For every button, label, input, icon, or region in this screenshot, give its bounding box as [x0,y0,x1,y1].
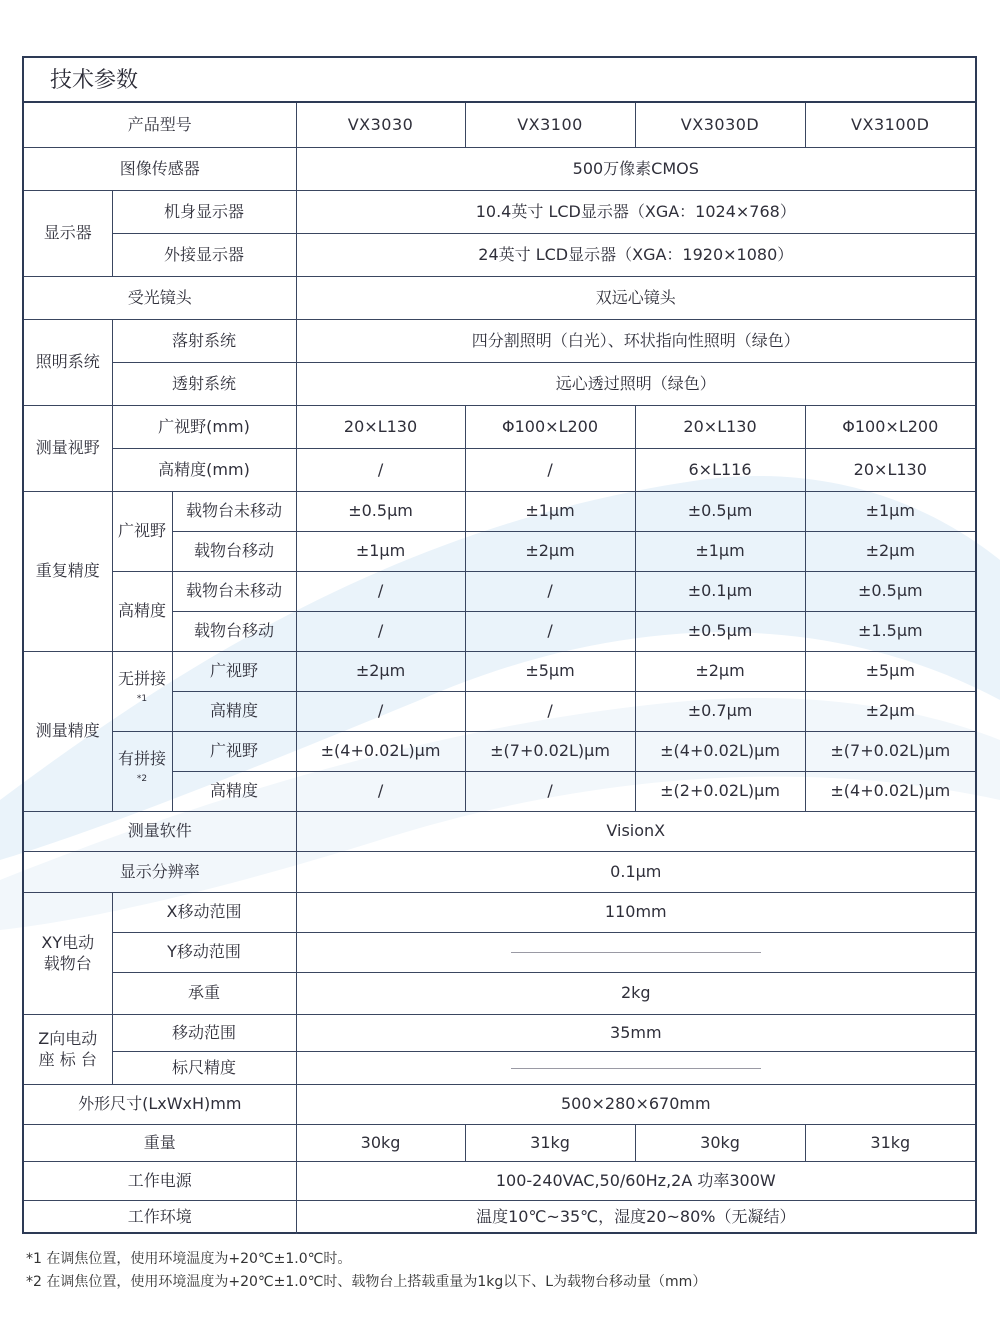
repeat-value: ±1μm [635,531,805,571]
fov-wide-value: Φ100×L200 [465,405,635,448]
table-row [24,892,975,932]
x-range-value: 110mm [296,892,975,932]
display-group-label: 显示器 [24,190,112,276]
repeat-high-moving-label: 载物台移动 [172,611,296,651]
weight-value: 30kg [296,1124,465,1161]
footnotes [26,1248,976,1294]
fov-wide-label: 广视野(mm) [112,405,296,448]
repeat-wide-fixed-label: 载物台未移动 [172,491,296,531]
resolution-label: 显示分辨率 [24,851,296,892]
repeat-value: ±1μm [465,491,635,531]
footnote-2: *2 在调焦位置，使用环境温度为+20℃±1.0℃时、载物台上搭载重量为1kg以下、L为载物台移动量（mm） [26,1274,707,1290]
repeat-value: ±0.5μm [635,491,805,531]
accuracy-nostitch-label: 无拼接$^{*1}$ [112,651,172,731]
accuracy-group-label: 测量精度 [24,651,112,811]
fov-high-label: 高精度(mm) [112,448,296,491]
table-row [24,276,975,319]
z-stage-group-label: Z向电动 座 标 台 [24,1014,112,1084]
model-vx3030: VX3030 [296,103,465,147]
table-row [24,1161,975,1200]
trans-illumination-value: 远心透过照明（绿色） [296,362,975,405]
repeat-value: ±0.5μm [805,571,975,611]
dimensions-label: 外形尺寸(LxWxH)mm [24,1084,296,1124]
model-header-label: 产品型号 [24,103,296,147]
scale-accuracy-label: 标尺精度 [112,1051,296,1084]
table-row [24,972,975,1014]
dimensions-value: 500×280×670mm [296,1084,975,1124]
table-row [24,147,975,190]
spec-table-frame [22,56,977,1234]
table-row [24,1200,975,1234]
table-row [24,362,975,405]
accuracy-value: ±(4+0.02L)μm [805,771,975,811]
table-row [24,1124,975,1161]
repeat-value: ±2μm [805,531,975,571]
accuracy-value: ±5μm [805,651,975,691]
sensor-value: 500万像素CMOS [296,147,975,190]
repeat-value: / [296,571,465,611]
table-row [24,651,975,691]
external-display-value: 24英寸 LCD显示器（XGA：1920×1080） [296,233,975,276]
y-range-label: Y移动范围 [112,932,296,972]
table-row [24,1014,975,1051]
y-range-value-line [296,932,975,972]
accuracy-value: / [296,771,465,811]
lens-label: 受光镜头 [24,276,296,319]
model-vx3100: VX3100 [465,103,635,147]
table-row [24,1051,975,1084]
repeat-value: ±1μm [296,531,465,571]
accuracy-value: / [465,691,635,731]
repeat-value: ±0.5μm [635,611,805,651]
accuracy-value: / [465,771,635,811]
repeat-value: ±1.5μm [805,611,975,651]
repeatability-group-label: 重复精度 [24,491,112,651]
repeat-value: ±0.5μm [296,491,465,531]
load-label: 承重 [112,972,296,1014]
resolution-value: 0.1μm [296,851,975,892]
load-value: 2kg [296,972,975,1014]
fov-wide-value: 20×L130 [296,405,465,448]
accuracy-nostitch-wide-label: 广视野 [172,651,296,691]
weight-value: 30kg [635,1124,805,1161]
repeat-wide-label: 广视野 [112,491,172,571]
table-row [24,851,975,892]
table-row [24,448,975,491]
accuracy-value: ±5μm [465,651,635,691]
weight-value: 31kg [465,1124,635,1161]
repeat-value: ±2μm [465,531,635,571]
repeat-high-label: 高精度 [112,571,172,651]
software-label: 测量软件 [24,811,296,851]
table-row [24,731,975,771]
table-row [24,190,975,233]
table-row [24,571,975,611]
z-range-label: 移动范围 [112,1014,296,1051]
accuracy-value: ±(4+0.02L)μm [296,731,465,771]
section-title: 技术参数 [24,58,975,103]
accuracy-value: ±2μm [296,651,465,691]
accuracy-value: ±(7+0.02L)μm [805,731,975,771]
lens-value: 双远心镜头 [296,276,975,319]
x-range-label: X移动范围 [112,892,296,932]
accuracy-value: / [296,691,465,731]
fov-high-value: / [296,448,465,491]
sensor-label: 图像传感器 [24,147,296,190]
fov-wide-value: Φ100×L200 [805,405,975,448]
accuracy-value: ±(2+0.02L)μm [635,771,805,811]
repeat-value: / [296,611,465,651]
accuracy-value: ±0.7μm [635,691,805,731]
accuracy-stitch-label: 有拼接$^{*2}$ [112,731,172,811]
environment-value: 温度10℃~35℃，湿度20~80%（无凝结） [296,1200,975,1234]
accuracy-value: ±(4+0.02L)μm [635,731,805,771]
accuracy-stitch-wide-label: 广视野 [172,731,296,771]
illumination-group-label: 照明系统 [24,319,112,405]
table-row [24,1084,975,1124]
table-row [24,233,975,276]
repeat-value: / [465,611,635,651]
body-display-label: 机身显示器 [112,190,296,233]
repeat-wide-moving-label: 载物台移动 [172,531,296,571]
table-row [24,491,975,531]
epi-illumination-value: 四分割照明（白光）、环状指向性照明（绿色） [296,319,975,362]
footnote-1: *1 在调焦位置，使用环境温度为+20℃±1.0℃时。 [26,1251,352,1267]
z-range-value: 35mm [296,1014,975,1051]
external-display-label: 外接显示器 [112,233,296,276]
scale-accuracy-value-line [296,1051,975,1084]
repeat-value: / [465,571,635,611]
table-row [24,932,975,972]
accuracy-value: ±2μm [805,691,975,731]
spec-table [24,103,975,1234]
environment-label: 工作环境 [24,1200,296,1234]
fov-high-value: 6×L116 [635,448,805,491]
table-row [24,811,975,851]
accuracy-nostitch-high-label: 高精度 [172,691,296,731]
fov-high-value: 20×L130 [805,448,975,491]
accuracy-stitch-high-label: 高精度 [172,771,296,811]
weight-value: 31kg [805,1124,975,1161]
fov-wide-value: 20×L130 [635,405,805,448]
table-row [24,405,975,448]
weight-label: 重量 [24,1124,296,1161]
epi-illumination-label: 落射系统 [112,319,296,362]
repeat-value: ±1μm [805,491,975,531]
model-vx3030d: VX3030D [635,103,805,147]
software-value: VisionX [296,811,975,851]
accuracy-value: ±2μm [635,651,805,691]
fov-group-label: 测量视野 [24,405,112,491]
trans-illumination-label: 透射系统 [112,362,296,405]
repeat-high-fixed-label: 载物台未移动 [172,571,296,611]
fov-high-value: / [465,448,635,491]
body-display-value: 10.4英寸 LCD显示器（XGA：1024×768） [296,190,975,233]
table-row [24,319,975,362]
power-label: 工作电源 [24,1161,296,1200]
power-value: 100-240VAC,50/60Hz,2A 功率300W [296,1161,975,1200]
model-vx3100d: VX3100D [805,103,975,147]
table-row [24,103,975,147]
repeat-value: ±0.1μm [635,571,805,611]
accuracy-value: ±(7+0.02L)μm [465,731,635,771]
xy-stage-group-label: XY电动 载物台 [24,892,112,1014]
